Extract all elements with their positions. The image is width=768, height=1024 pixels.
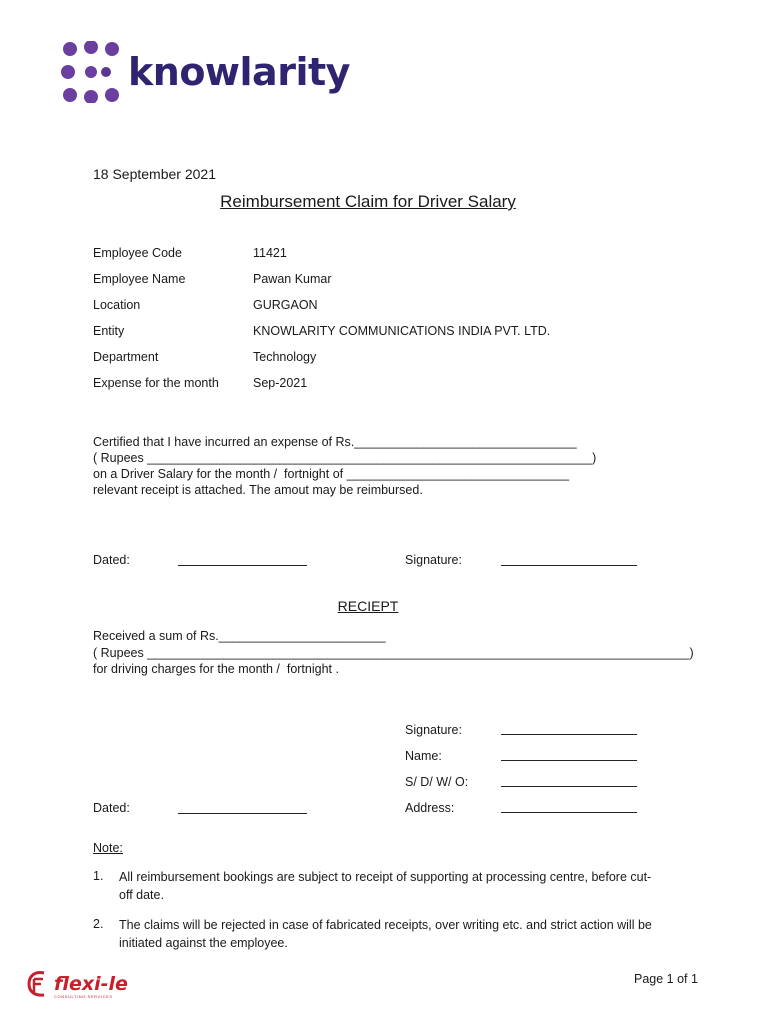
document-title: Reimbursement Claim for Driver Salary (220, 192, 516, 211)
location-label: Location (93, 298, 141, 312)
receipt-line-1: Received a sum of Rs.________________________ (93, 629, 386, 643)
department-label: Department (93, 350, 159, 364)
receipt-address-line (501, 812, 637, 813)
receipt-name-line (501, 760, 637, 761)
employee-name-label: Employee Name (93, 272, 186, 286)
receipt-dated-label: Dated: (93, 801, 130, 815)
expense-month-value: Sep-2021 (253, 376, 308, 390)
document-date: 18 September 2021 (93, 166, 216, 182)
receipt-address-label: Address: (405, 801, 455, 815)
entity-value: KNOWLARITY COMMUNICATIONS INDIA PVT. LTD. (253, 324, 551, 338)
receipt-dated-line (178, 813, 307, 814)
page-number: Page 1 of 1 (634, 972, 698, 986)
flexile-mark-icon (24, 970, 50, 998)
employee-name-value: Pawan Kumar (253, 272, 332, 286)
receipt-signature-label: Signature: (405, 723, 462, 737)
receipt-line-3: for driving charges for the month / fortnight . (93, 662, 339, 676)
notes-title: Note: (93, 841, 123, 855)
employee-code-value: 11421 (253, 246, 287, 260)
note-number-2: 2. (93, 917, 104, 931)
location-value: GURGAON (253, 298, 318, 312)
flexile-logo (24, 970, 128, 998)
receipt-sdwo-line (501, 786, 637, 787)
certification-line-3: on a Driver Salary for the month / fortnight of ________________________________ (93, 467, 570, 481)
claim-signature-line (501, 565, 637, 566)
receipt-line-2: ( Rupees ______________________________________________________________________________) (93, 646, 694, 660)
expense-month-label: Expense for the month (93, 376, 219, 390)
certification-line-2: ( Rupees ________________________________________________________________) (93, 451, 597, 465)
knowlarity-dots-icon (60, 41, 122, 103)
receipt-title: RECIEPT (337, 598, 399, 614)
claim-signature-label: Signature: (405, 553, 462, 567)
flexile-wordmark: flexi-le (54, 973, 128, 995)
employee-code-label: Employee Code (93, 246, 182, 260)
knowlarity-wordmark: knowlarity (128, 50, 350, 94)
claim-dated-line (178, 565, 307, 566)
knowlarity-logo (60, 40, 350, 104)
certification-line-1: Certified that I have incurred an expense of Rs.________________________________ (93, 435, 577, 449)
receipt-name-label: Name: (405, 749, 442, 763)
certification-line-4: relevant receipt is attached. The amout may be reimbursed. (93, 483, 423, 497)
receipt-sdwo-label: S/ D/ W/ O: (405, 775, 469, 789)
entity-label: Entity (93, 324, 125, 338)
flexile-tagline: CONSULTING SERVICES (54, 994, 113, 999)
department-value: Technology (253, 350, 317, 364)
note-text-1: All reimbursement bookings are subject to receipt of supporting at processing centre, before cut-off date. (119, 870, 652, 902)
claim-dated-label: Dated: (93, 553, 130, 567)
note-number-1: 1. (93, 869, 104, 883)
receipt-signature-line (501, 734, 637, 735)
note-text-2: The claims will be rejected in case of fabricated receipts, over writing etc. and strict action will be initiated against the employee. (119, 918, 652, 950)
